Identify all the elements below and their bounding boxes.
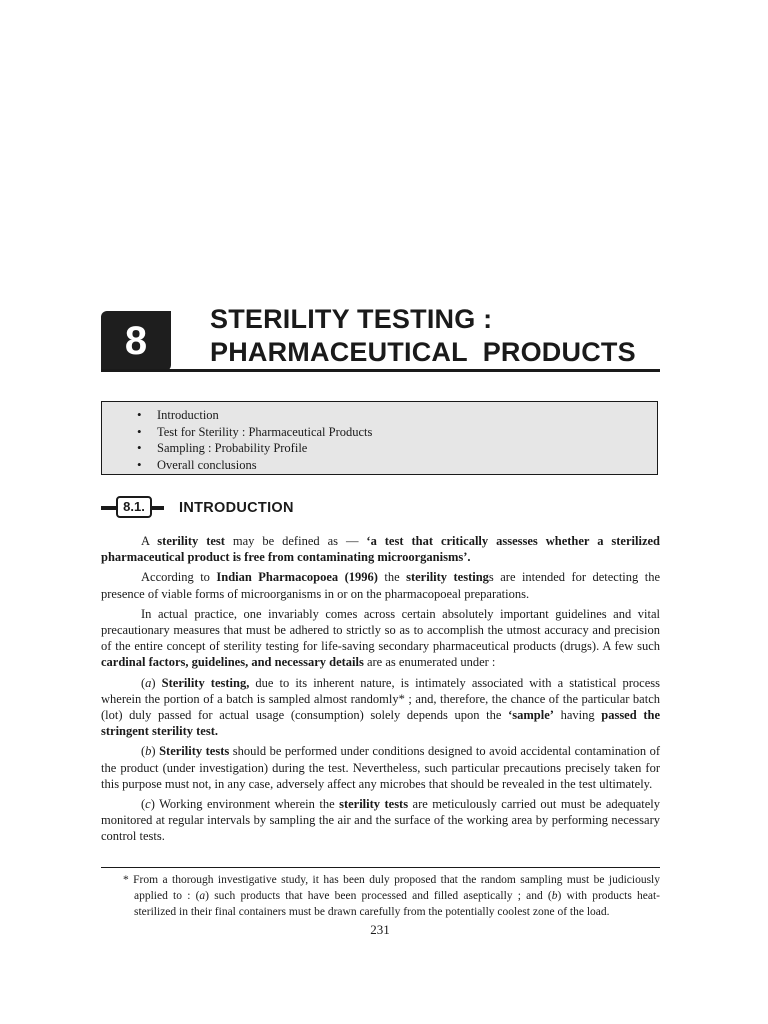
- text-run: ) with products heat-sterilized in their final containers must be drawn carefully from the potentially coolest zone of the load.: [134, 890, 660, 919]
- text-run: * From a thorough investigative study, it has been duly proposed that the random sampling must be judiciously applied to : (: [123, 874, 660, 903]
- paragraph: [101, 569, 660, 601]
- body-text: [101, 533, 660, 849]
- text-run: According to: [141, 570, 217, 585]
- paragraph: [101, 796, 660, 845]
- bold-text: sterility tests: [339, 797, 409, 812]
- bold-text: sterility testing: [406, 570, 489, 585]
- paragraph: [101, 533, 660, 565]
- text-run: ) Working environment wherein the: [150, 797, 340, 812]
- section-dash-right: [152, 506, 164, 510]
- bold-text: ‘a test that critically assesses whether a sterilized pharmaceutical product is free from contaminating microorganisms’.: [101, 534, 660, 565]
- text-run: are meticulously carried out must be adequately monitored at regular intervals by sampling the air and the surface of the working area by performing necessary control tests.: [101, 797, 661, 844]
- section-dash-left: [101, 506, 117, 510]
- text-run: due to its inherent nature, is intimately associated with a statistical process wherein the portion of a batch is sampled almost randomly* ; and, therefore, the chance of the particular batch (lot) duly passed for actual usage (consumption) solely depends upon the: [101, 675, 660, 723]
- chapter-title-line-1: STERILITY TESTING :: [210, 304, 493, 334]
- chapter-contents-box: [101, 401, 658, 475]
- paragraph: [101, 606, 660, 671]
- text-run: ): [151, 744, 160, 759]
- text-run: having: [553, 708, 602, 723]
- text-run: should be performed under conditions designed to avoid accidental contamination of the product (under investigation) during the test. Nevertheless, such particular precautions precisely taken for this purpose must not, in any case, adversely affect any microbes that should be revealed in the test ultimately.: [101, 744, 660, 791]
- bold-text: Sterility testing,: [161, 675, 250, 690]
- chapter-title-line-2: PHARMACEUTICAL PRODUCTS: [210, 337, 636, 367]
- contents-item: • Test for Sterility : Pharmaceutical Products: [137, 424, 657, 441]
- paragraph: [101, 743, 660, 792]
- text-run: ) such products that have been processed and filled aseptically ; and (: [205, 890, 552, 903]
- italic-text: a: [199, 890, 206, 903]
- chapter-title: [210, 303, 660, 369]
- text-run: In actual practice, one invariably comes across certain absolutely important guidelines and vital precautionary measures that must be adhered to strictly so as to accomplish the utmost accuracy and precision of the entire concept of sterility testing for life-saving secondary pharmaceutical products (drugs). A few such: [101, 606, 660, 654]
- text-run: (: [141, 675, 146, 690]
- page-number: 231: [370, 922, 390, 937]
- bold-text: Sterility tests: [159, 744, 230, 759]
- title-rule: [101, 369, 660, 372]
- text-run: may be defined as —: [224, 534, 367, 548]
- bold-text: passed the stringent sterility test.: [101, 708, 660, 739]
- italic-text: b: [145, 744, 152, 759]
- contents-item: • Sampling : Probability Profile: [137, 440, 657, 457]
- paragraph: [101, 675, 660, 740]
- section-number: 8.1.: [116, 496, 152, 518]
- text-run: (: [141, 744, 146, 759]
- text-run: the: [377, 570, 407, 585]
- text-run: A: [141, 534, 158, 548]
- italic-text: c: [145, 797, 151, 812]
- bold-text: sterility test: [157, 534, 225, 548]
- chapter-number: 8: [101, 311, 171, 371]
- contents-item: • Overall conclusions: [137, 457, 657, 474]
- text-run: are as enumerated under :: [363, 655, 496, 670]
- text-run: (: [141, 797, 146, 812]
- italic-text: a: [145, 675, 152, 690]
- footnote-rule: [101, 867, 660, 868]
- bold-text: ‘sample’: [508, 708, 554, 723]
- bold-text: Indian Pharmacopoea (1996): [216, 570, 378, 585]
- footnote: [123, 872, 660, 921]
- contents-item: • Introduction: [137, 407, 657, 424]
- text-run: s are intended for detecting the presence of viable forms of microorganisms in or on the pharmacopoeal preparations.: [101, 570, 660, 601]
- section-title: INTRODUCTION: [179, 500, 294, 516]
- text-run: ): [151, 675, 162, 690]
- italic-text: b: [551, 890, 558, 903]
- section-heading: [101, 496, 401, 520]
- bold-text: cardinal factors, guidelines, and necessary details: [101, 655, 364, 670]
- chapter-contents-list: [102, 402, 657, 473]
